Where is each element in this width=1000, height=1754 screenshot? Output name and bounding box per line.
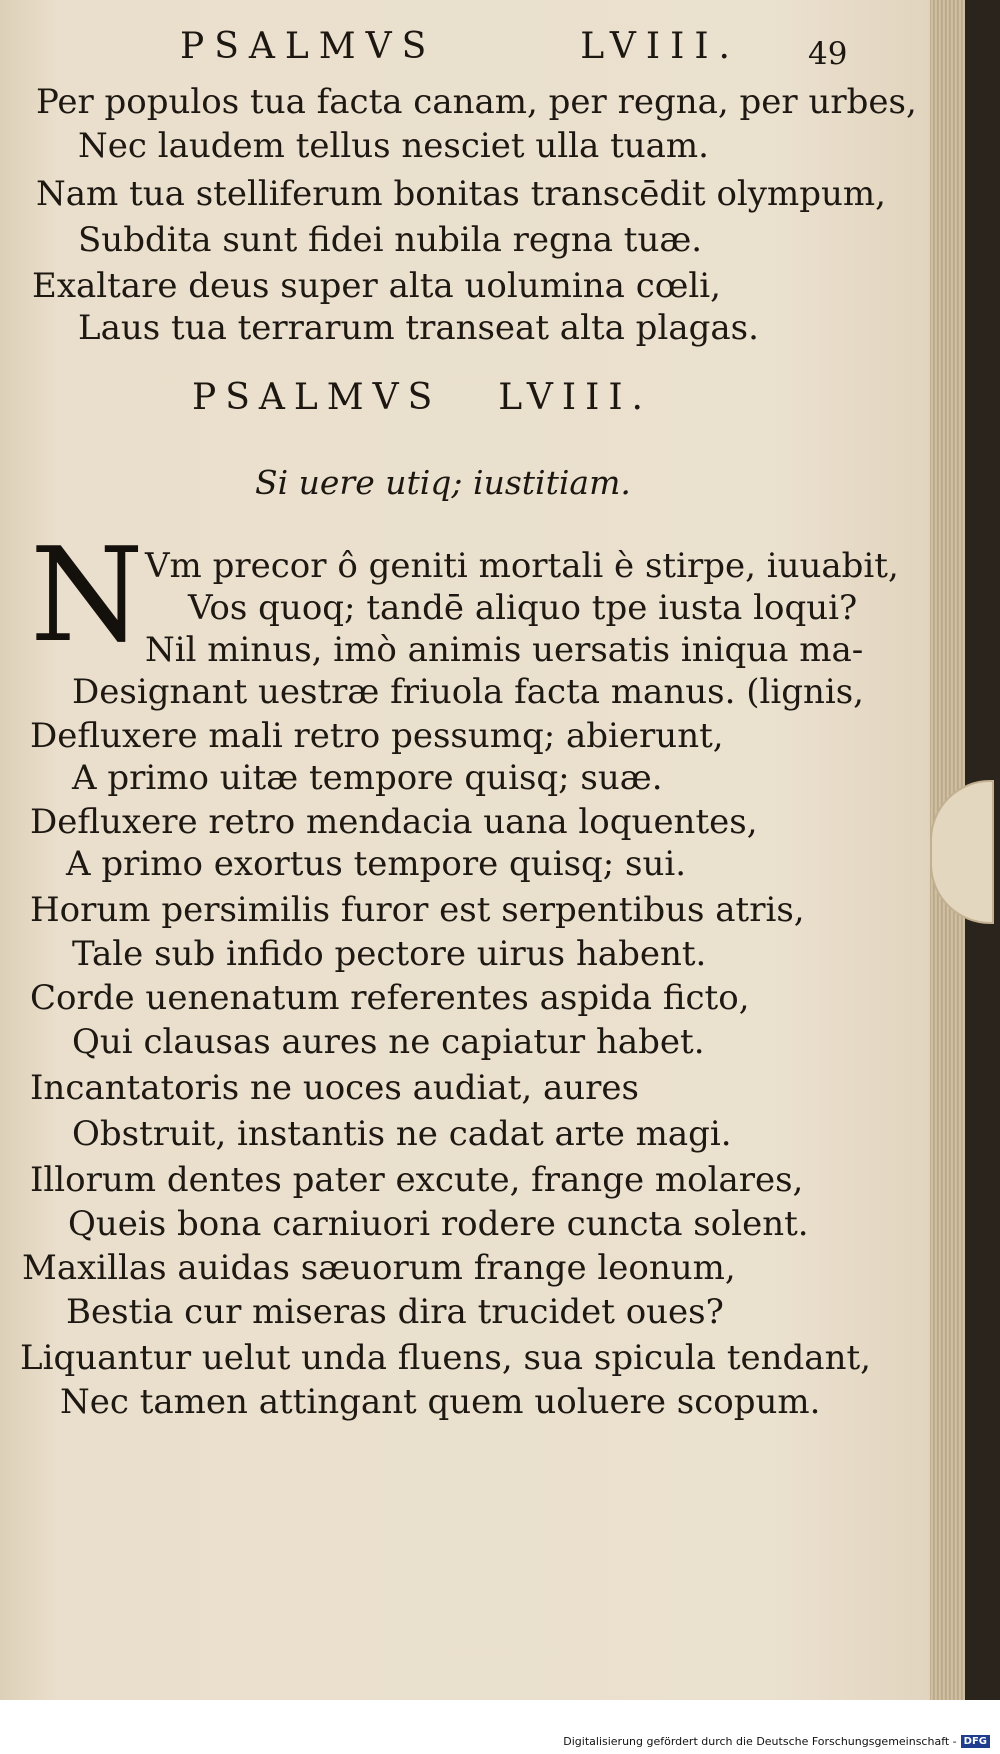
- verse-line: A primo exortus tempore quisq; sui.: [66, 844, 687, 884]
- verse-line: Defluxere mali retro pessumq; abierunt,: [30, 716, 724, 756]
- verse-line: Horum persimilis furor est serpentibus atris,: [30, 890, 805, 930]
- verse-line: Per populos tua facta canam, per regna, per urbes,: [36, 82, 917, 122]
- verse-line: Defluxere retro mendacia uana loquentes,: [30, 802, 758, 842]
- psalm-subtitle: Si uere utiq; iustitiam.: [255, 463, 631, 502]
- verse-line: Illorum dentes pater excute, frange molares,: [30, 1160, 804, 1200]
- verse-line: Laus tua terrarum transeat alta plagas.: [78, 308, 759, 348]
- verse-line: A primo uitæ tempore quisq; suæ.: [72, 758, 663, 798]
- verse-line: Obstruit, instantis ne cadat arte magi.: [72, 1114, 732, 1154]
- verse-line: Designant uestræ friuola facta manus. (lignis,: [72, 672, 864, 712]
- psalm-title-right: LVIII.: [498, 376, 652, 418]
- verse-line: Liquantur uelut unda fluens, sua spicula tendant,: [20, 1338, 871, 1378]
- verse-line: Maxillas auidas sæuorum frange leonum,: [22, 1248, 736, 1288]
- footer-credit: [563, 1732, 990, 1750]
- verse-line: Bestia cur miseras dira trucidet oues?: [66, 1292, 724, 1332]
- running-head-right: LVIII.: [580, 25, 740, 67]
- running-head: [180, 22, 740, 70]
- psalm-title-left: PSALMVS: [192, 376, 442, 418]
- page-number: 49: [808, 36, 848, 72]
- verse-line: Nam tua stelliferum bonitas transcēdit olympum,: [36, 174, 886, 214]
- verse-line: Nil minus, imò animis uersatis iniqua ma-: [145, 630, 864, 670]
- verse-line: Nec laudem tellus nesciet ulla tuam.: [78, 126, 709, 166]
- verse-line: Incantatoris ne uoces audiat, aures: [30, 1068, 639, 1108]
- verse-line: Vm precor ô geniti mortali è stirpe, iuuabit,: [145, 546, 899, 586]
- verse-line: Tale sub infido pectore uirus habent.: [72, 934, 707, 974]
- verse-line: Subdita sunt fidei nubila regna tuæ.: [78, 220, 703, 260]
- drop-cap: N: [30, 519, 144, 671]
- funding-credit: Digitalisierung gefördert durch die Deutsche Forschungsgemeinschaft -: [563, 1734, 957, 1748]
- verse-line: Nec tamen attingant quem uoluere scopum.: [60, 1382, 821, 1422]
- verse-line: Qui clausas aures ne capiatur habet.: [72, 1022, 705, 1062]
- running-head-left: PSALMVS: [180, 25, 437, 67]
- verse-line: Vos quoq; tandē aliquo tpe iusta loqui?: [188, 588, 858, 628]
- dfg-logo: DFG: [961, 1735, 990, 1748]
- verse-line: Exaltare deus super alta uolumina cœli,: [32, 266, 721, 306]
- psalm-title: [192, 372, 652, 422]
- verse-line: Corde uenenatum referentes aspida ficto,: [30, 978, 750, 1018]
- verse-line: Queis bona carniuori rodere cuncta solent.: [68, 1204, 809, 1244]
- footer-bar: [0, 1700, 1000, 1754]
